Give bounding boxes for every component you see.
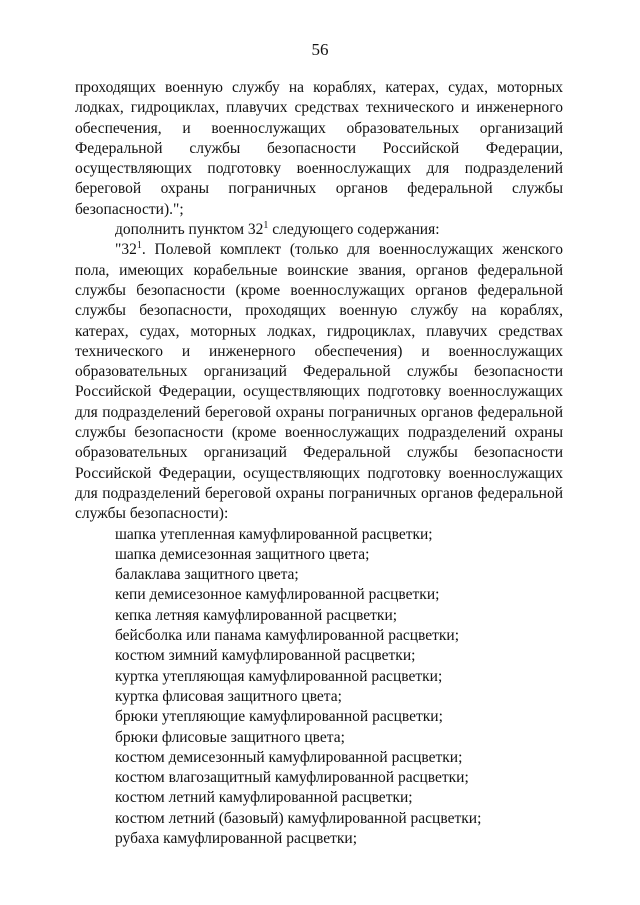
list-item: рубаха камуфлированной расцветки; <box>115 829 358 847</box>
list-item: костюм летний камуфлированной расцветки; <box>115 789 413 807</box>
list-item: бейсболка или панама камуфлированной расцветки; <box>115 627 460 645</box>
list-item: балаклава защитного цвета; <box>115 566 299 584</box>
amendment-intro-superscript: 1 <box>263 219 269 231</box>
list-item: брюки флисовые защитного цвета; <box>115 728 345 746</box>
list-item: шапка утепленная камуфлированной расцветки; <box>115 525 433 543</box>
list-item: кепка летняя камуфлированной расцветки; <box>115 606 398 624</box>
list-item: костюм зимний камуфлированной расцветки; <box>115 647 416 665</box>
item-number-superscript: 1 <box>136 240 142 252</box>
list-item: куртка флисовая защитного цвета; <box>115 687 342 705</box>
paragraph-amendment-intro <box>75 220 563 240</box>
equipment-list <box>75 525 563 850</box>
page-number: 56 <box>311 40 329 59</box>
document-body <box>75 78 563 849</box>
list-item: кепи демисезонное камуфлированной расцветки; <box>115 586 440 604</box>
list-item: брюки утепляющие камуфлированной расцветки; <box>115 708 443 726</box>
list-item: куртка утепляющая камуфлированной расцветки; <box>115 667 443 685</box>
list-item: шапка демисезонная защитного цвета; <box>115 545 370 563</box>
paragraph-continuation: проходящих военную службу на кораблях, катерах, судах, моторных лодках, гидроциклах, плавучих средствах технического и инженерного обеспечения, и военнослужащих образовательных организаций Федеральной службы безопасности Российской Федерации, осуществляющих подготовку военнослужащих для подразделений береговой охраны пограничных органов федеральной службы безопасности)."; <box>75 79 563 218</box>
amendment-intro-text: дополнить пунктом 32 <box>115 221 264 239</box>
paragraph-item-32-1 <box>75 240 563 524</box>
list-item: костюм влагозащитный камуфлированной расцветки; <box>115 769 469 787</box>
item-number-text: "32 <box>115 241 137 259</box>
amendment-intro-text-end: следующего содержания: <box>268 221 440 239</box>
list-item: костюм летний (базовый) камуфлированной расцветки; <box>115 809 482 827</box>
list-item: костюм демисезонный камуфлированной расцветки; <box>115 748 463 766</box>
item-body-text: . Полевой комплект (только для военнослужащих женского пола, имеющих корабельные воинские звания, органов федеральной службы безопасности (кроме военнослужащих органов федеральной службы безопасности, проходящих военную службу на кораблях, катерах, судах, моторных лодках, гидроциклах, плавучих средствах технического и инженерного обеспечения) и военнослужащих образовательных организаций Федеральной службы безопасности Российской Федерации, осуществляющих подготовку военнослужащих для подразделений береговой охраны пограничных органов федеральной службы безопасности (кроме военнослужащих подразделений охраны образовательных организаций Федеральной службы безопасности Российской Федерации, осуществляющих подготовку военнослужащих для подразделений береговой охраны пограничных органов федеральной службы безопасности): <box>75 241 563 523</box>
